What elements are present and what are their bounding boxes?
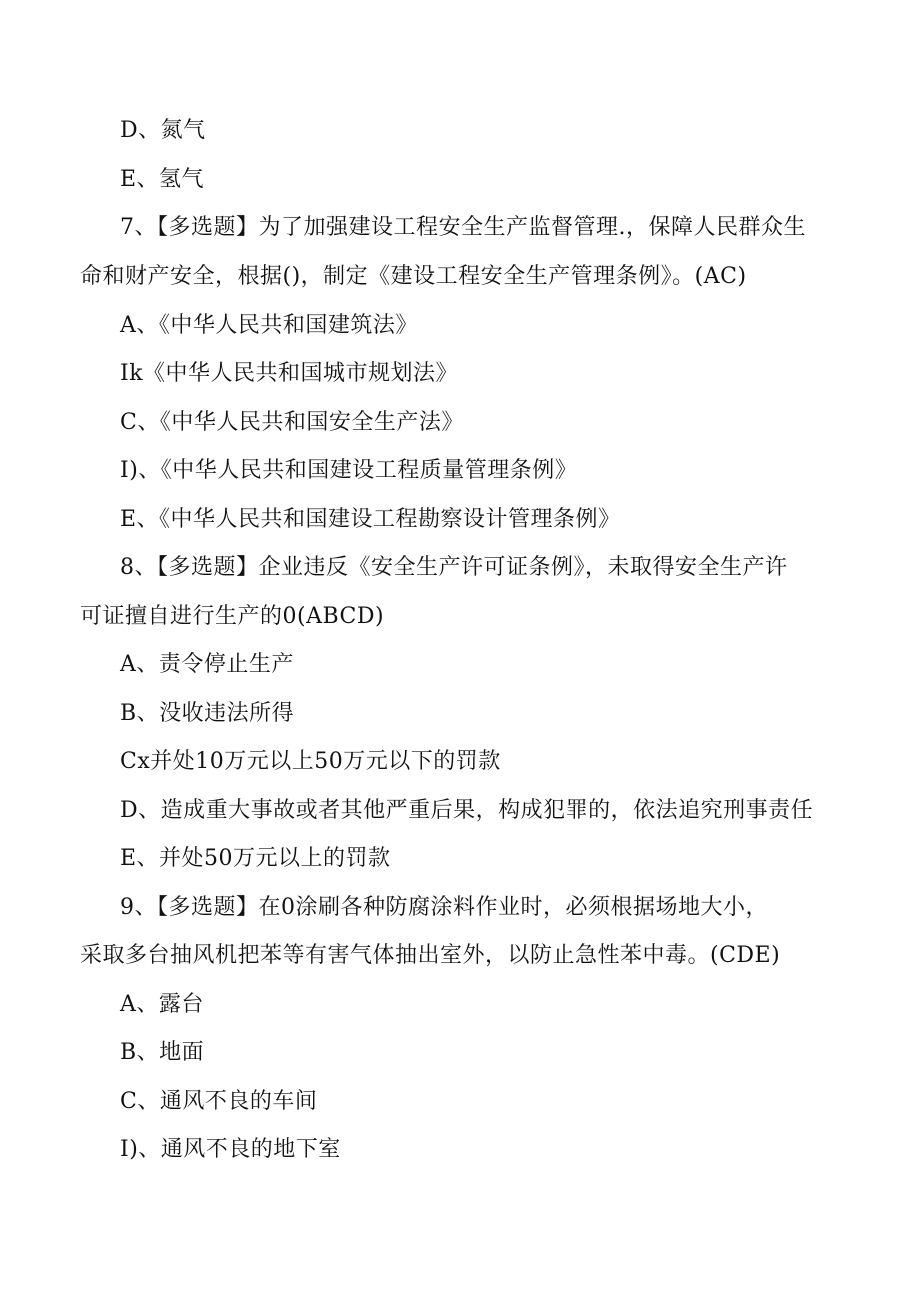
question-8-option-c: Cx并处10万元以上50万元以下的罚款 bbox=[120, 749, 501, 774]
question-8-option-a: A、责令停止生产 bbox=[120, 652, 294, 677]
question-9-option-a: A、露台 bbox=[120, 992, 204, 1017]
question-7-line-2: 命和财产安全，根据()，制定《建设工程安全生产管理条例》。(AC) bbox=[80, 264, 747, 289]
option-e-prev: E、氢气 bbox=[120, 167, 205, 192]
option-d-prev: D、氮气 bbox=[120, 118, 206, 143]
question-7-option-b: Ik《中华人民共和国城市规划法》 bbox=[120, 361, 459, 386]
question-7-option-e: E、《中华人民共和国建设工程勘察设计管理条例》 bbox=[120, 507, 621, 532]
question-9-option-b: B、地面 bbox=[120, 1040, 205, 1065]
question-7-option-c: C、《中华人民共和国安全生产法》 bbox=[120, 410, 464, 435]
question-8-option-d: D、造成重大事故或者其他严重后果，构成犯罪的，依法追究刑事责任 bbox=[120, 798, 814, 823]
question-8-line-2: 可证擅自进行生产的0(ABCD) bbox=[80, 604, 385, 629]
question-8-line-1: 8、【多选题】企业违反《安全生产许可证条例》，未取得安全生产许 bbox=[120, 555, 788, 580]
question-7-line-1: 7、【多选题】为了加强建设工程安全生产监督管理.，保障人民群众生 bbox=[120, 215, 806, 240]
question-9-line-2: 采取多台抽风机把苯等有害气体抽出室外，以防止急性苯中毒。(CDE) bbox=[80, 943, 781, 968]
question-7-option-d: I)、《中华人民共和国建设工程质量管理条例》 bbox=[120, 458, 578, 483]
question-8-option-e: E、并处50万元以上的罚款 bbox=[120, 846, 391, 871]
question-7-option-a: A、《中华人民共和国建筑法》 bbox=[120, 313, 418, 338]
question-9-line-1: 9、【多选题】在0涂刷各种防腐涂料作业时，必须根据场地大小， bbox=[120, 895, 768, 920]
question-8-option-b: B、没收违法所得 bbox=[120, 701, 295, 726]
question-9-option-d: I)、通风不良的地下室 bbox=[120, 1137, 341, 1162]
question-9-option-c: C、通风不良的车间 bbox=[120, 1089, 318, 1114]
